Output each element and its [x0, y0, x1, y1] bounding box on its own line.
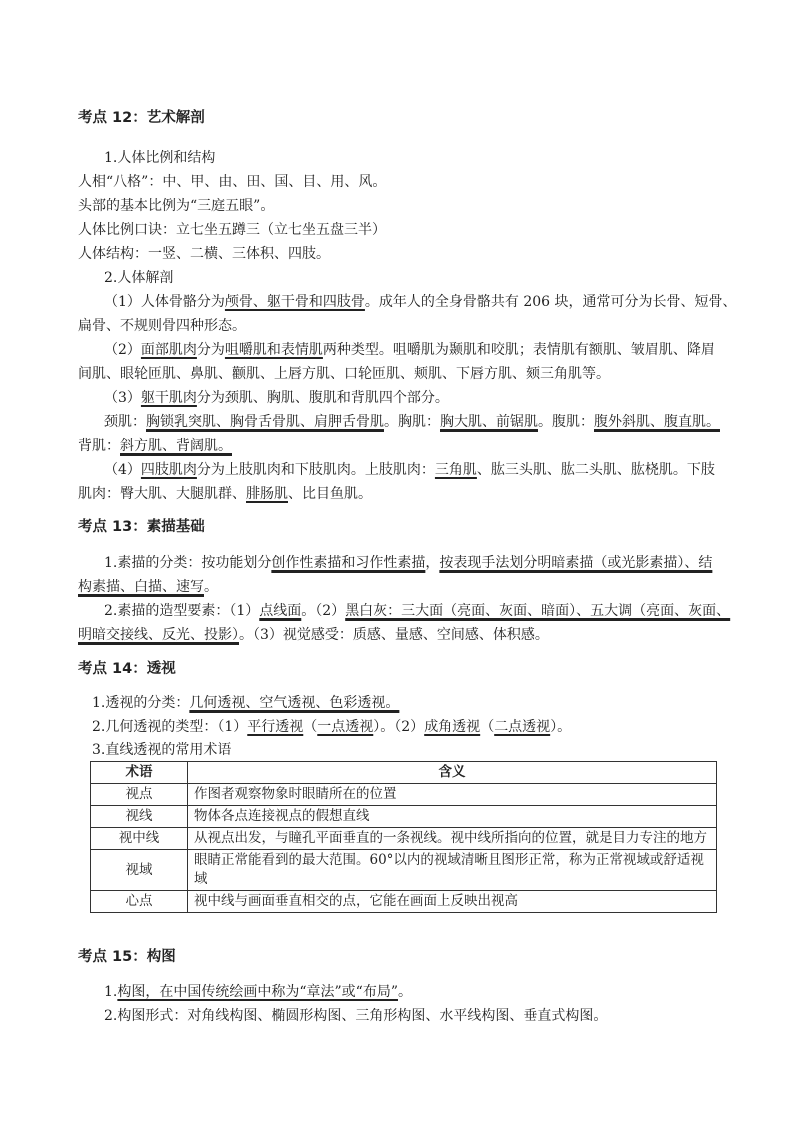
underlined-term: 躯干肌肉 — [140, 390, 197, 406]
table-cell-meaning: 从视点出发，与瞳孔平面垂直的一条视线。视中线所指向的位置，就是目力专注的地方 — [188, 828, 717, 850]
section-14-heading: 考点 14：透视 — [78, 661, 176, 677]
table-row — [91, 828, 717, 850]
s14-classification: 1.透视的分类：几何透视、空气透视、色彩透视。 — [92, 695, 400, 711]
table-cell-meaning: 眼睛正常能看到的最大范围。60°以内的视域清晰且图形正常，称为正常视域或舒适视域 — [188, 850, 717, 891]
s13-classification-cont: 构素描、白描、速写。 — [78, 579, 218, 595]
s12-face-muscle-line: （2）面部肌肉分为咀嚼肌和表情肌两种类型。咀嚼肌为颞肌和咬肌；表情肌有额肌、皱眉肌、降眉 — [104, 342, 715, 358]
underlined-term: 几何透视、空气透视、色彩透视。 — [189, 695, 400, 711]
underlined-term: 咀嚼肌和表情肌 — [224, 342, 323, 358]
underlined-term: 胸大肌、前锯肌 — [440, 414, 538, 430]
underlined-term: 构素描、白描、速写 — [78, 579, 204, 595]
s12-subtitle-1: 1.人体比例和结构 — [104, 150, 216, 166]
table-header-term: 术语 — [91, 762, 188, 784]
table-cell-term: 视点 — [91, 784, 188, 806]
s12-trunk-muscle-line: （3）躯干肌肉分为颈肌、胸肌、腹肌和背肌四个部分。 — [104, 390, 449, 406]
underlined-term: 胸锁乳突肌、胸骨舌骨肌、肩胛舌骨肌 — [146, 414, 384, 430]
s15-definition: 1.构图，在中国传统绘画中称为“章法”或“布局”。 — [104, 984, 412, 1000]
table-row — [91, 784, 717, 806]
table-row — [91, 891, 717, 913]
underlined-term: 成角透视 — [424, 719, 481, 735]
table-cell-meaning: 视中线与画面垂直相交的点，它能在画面上反映出视高 — [188, 891, 717, 913]
s12-head-proportion: 头部的基本比例为“三庭五眼”。 — [78, 198, 275, 214]
table-header-meaning: 含义 — [188, 762, 717, 784]
underlined-term: 按表现手法划分明暗素描（或光影素描）、结 — [439, 555, 713, 571]
s15-forms: 2.构图形式：对角线构图、椭圆形构图、三角形构图、水平线构图、垂直式构图。 — [104, 1008, 608, 1024]
table-row — [91, 850, 717, 891]
underlined-term: 腓肠肌 — [246, 486, 288, 502]
underlined-term: 明暗交接线、反光、投影） — [78, 627, 239, 643]
underlined-term: 构图，在中国传统绘画中称为“章法”或“布局” — [117, 984, 398, 1000]
table-cell-meaning: 作图者观察物象时眼睛所在的位置 — [188, 784, 717, 806]
underlined-term: 黑白灰：三大面（亮面、灰面、暗面）、五大调（亮面、灰面、 — [345, 603, 731, 619]
table-row — [91, 806, 717, 828]
underlined-term: 面部肌肉 — [140, 342, 197, 358]
section-12-heading: 考点 12：艺术解剖 — [78, 110, 205, 126]
table-cell-meaning: 物体各点连接视点的假想直线 — [188, 806, 717, 828]
s12-back-muscle: 背肌：斜方肌、背阔肌。 — [78, 438, 232, 454]
underlined-term: 一点透视 — [317, 719, 374, 735]
s12-subtitle-2: 2.人体解剖 — [104, 270, 174, 286]
table-cell-term: 心点 — [91, 891, 188, 913]
section-15-heading: 考点 15：构图 — [78, 949, 176, 965]
table-cell-term: 视域 — [91, 850, 188, 891]
s12-trunk-muscle-detail: 颈肌：胸锁乳突肌、胸骨舌骨肌、肩胛舌骨肌。胸肌：胸大肌、前锯肌。腹肌：腹外斜肌、腹直肌。 — [104, 414, 720, 430]
underlined-term: 创作性素描和习作性素描 — [271, 555, 426, 571]
underlined-term: 四肢肌肉 — [140, 462, 197, 478]
perspective-terms-table — [90, 761, 717, 913]
underlined-term: 三角肌 — [434, 462, 477, 478]
underlined-term: 二点透视 — [494, 719, 551, 735]
s12-face-muscle-line-cont: 间肌、眼轮匝肌、鼻肌、颧肌、上唇方肌、口轮匝肌、颊肌、下唇方肌、颏三角肌等。 — [78, 366, 610, 382]
underlined-term: 点线面 — [259, 603, 302, 619]
s13-elements-cont: 明暗交接线、反光、投影）。（3）视觉感受：质感、量感、空间感、体积感。 — [78, 627, 549, 643]
underlined-term: 腹外斜肌、腹直肌。 — [594, 414, 720, 430]
s12-limb-muscle-line: （4）四肢肌肉分为上肢肌肉和下肢肌肉。上肢肌肉：三角肌、肱三头肌、肱二头肌、肱桡肌。下肢 — [104, 462, 715, 478]
s12-body-structure: 人体结构：一竖、二横、三体积、四肢。 — [78, 246, 330, 262]
underlined-term: 平行透视 — [247, 719, 304, 735]
table-cell-term: 视中线 — [91, 828, 188, 850]
table-header-row — [91, 762, 717, 784]
s12-skeleton-line: （1）人体骨骼分为颅骨、躯干骨和四肢骨。成年人的全身骨骼共有 206 块，通常可分为长骨、短骨、 — [104, 294, 737, 310]
table-cell-term: 视线 — [91, 806, 188, 828]
underlined-term: 颅骨、躯干骨和四肢骨 — [224, 294, 365, 310]
s13-elements: 2.素描的造型要素：（1）点线面。（2）黑白灰：三大面（亮面、灰面、暗面）、五大调（亮面、灰面、 — [104, 603, 731, 619]
s12-eight-shapes: 人相“八格”：中、甲、由、田、国、目、用、风。 — [78, 174, 387, 190]
s14-types: 2.几何透视的类型：（1）平行透视（一点透视）。（2）成角透视（二点透视）。 — [92, 719, 572, 735]
s12-skeleton-line-cont: 扁骨、不规则骨四种形态。 — [78, 318, 246, 334]
s13-classification: 1.素描的分类：按功能划分创作性素描和习作性素描，按表现手法划分明暗素描（或光影素描）、结 — [104, 555, 713, 571]
underlined-term: 斜方肌、背阔肌。 — [120, 438, 232, 454]
s12-proportion-rhyme: 人体比例口诀：立七坐五蹲三（立七坐五盘三半） — [78, 222, 386, 238]
section-13-heading: 考点 13：素描基础 — [78, 519, 205, 535]
s12-limb-muscle-line-cont: 肌肉：臀大肌、大腿肌群、腓肠肌、比目鱼肌。 — [78, 486, 372, 502]
s14-table-caption: 3.直线透视的常用术语 — [92, 742, 232, 758]
